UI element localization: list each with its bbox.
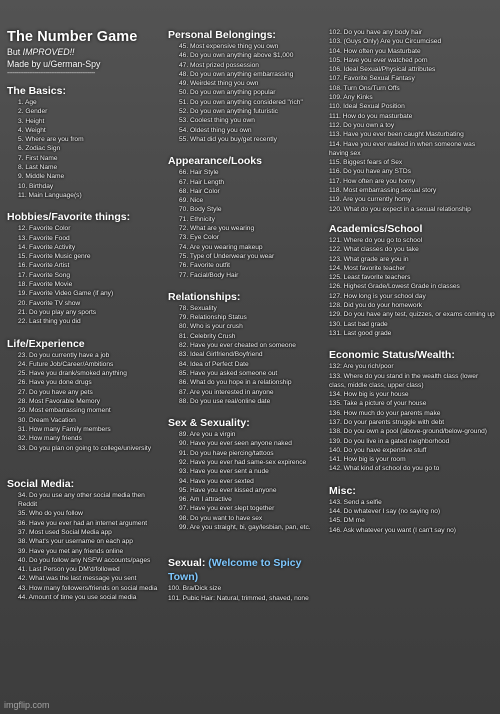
divider: ------------------------------------------------ xyxy=(7,70,95,77)
list-item: 2. Gender xyxy=(18,108,48,116)
list-item: 112. Do you own a toy xyxy=(329,121,395,129)
list-item: 22. Last thing you did xyxy=(18,318,81,326)
list-item: 91. Do you have piercing/tattoos xyxy=(179,449,274,457)
spicy-town-highlight: (Welcome to Spicy Town) xyxy=(168,557,302,584)
list-item: 137. Do your parents struggle with debt xyxy=(329,418,445,426)
list-item: 97. Have you ever slept together xyxy=(179,505,275,513)
list-item: 43. How many followers/friends on social media xyxy=(18,584,158,592)
list-item: 14. Favorite Activity xyxy=(18,243,76,251)
list-item: 9. Middle Name xyxy=(18,173,65,181)
list-item: 67. Hair Length xyxy=(179,178,225,186)
list-item: 81. Celebrity Crush xyxy=(179,332,236,340)
list-item: 19. Favorite Video Game (if any) xyxy=(18,290,114,298)
section-title-academics: Academics/School xyxy=(329,222,423,235)
list-item: 53. Coolest thing you own xyxy=(179,117,255,125)
list-basics xyxy=(7,98,165,200)
list-item: 126. Highest Grade/Lowest Grade in classes xyxy=(329,283,460,291)
section-title-sexual: Sexual: (Welcome to Spicy Town) xyxy=(168,557,302,584)
list-item: 26. Have you done drugs xyxy=(18,379,92,387)
list-item: 80. Who is your crush xyxy=(179,323,243,331)
section-title-social: Social Media: xyxy=(7,477,75,490)
list-hobbies xyxy=(7,224,165,326)
list-item: 76. Favorite outfit xyxy=(179,262,230,270)
list-item: 16. Favorite Artist xyxy=(18,262,70,270)
column-1 xyxy=(7,28,165,602)
section-title-hobbies: Hobbies/Favorite things: xyxy=(7,211,131,224)
list-item: 96. Am I attractive xyxy=(179,496,232,504)
list-item: 48. Do you own anything embarrassing xyxy=(179,70,294,78)
list-item: 23. Do you currently have a job xyxy=(18,351,110,359)
list-item: 27. Do you have any pets xyxy=(18,388,93,396)
list-item: 40. Do you follow any NSFW accounts/pages xyxy=(18,556,151,564)
list-item: 139. Do you live in a gated neighborhood xyxy=(329,437,450,445)
list-item: 21. Do you play any sports xyxy=(18,308,97,316)
list-item: 45. Most expensive thing you own xyxy=(179,43,279,50)
list-item: 20. Favorite TV show xyxy=(18,299,81,307)
list-item: 49. Weirdest thing you own xyxy=(179,80,259,88)
list-item: 44. Amount of time you use social media xyxy=(18,594,137,602)
list-item: 123. What grade are you in xyxy=(329,255,409,263)
list-item: 101. Pubic Hair: Natural, trimmed, shaved, none xyxy=(168,594,309,602)
list-item: 129. Do you have any test, quizzes, or exams coming up xyxy=(329,311,495,319)
list-sexual xyxy=(168,584,326,603)
list-item: 25. Have you drank/smoked anything xyxy=(18,370,127,378)
list-economic xyxy=(329,362,495,474)
list-item: 11. Main Language(s) xyxy=(18,191,82,199)
list-item: 130. Last bad grade xyxy=(329,320,388,328)
list-item: 117. How often are you horny xyxy=(329,177,416,185)
list-item: 46. Do you own anything above $1,000 xyxy=(179,52,294,60)
list-item: 108. Turn Ons/Turn Offs xyxy=(329,84,400,92)
section-title-basics: The Basics: xyxy=(7,85,66,97)
list-item: 29. Most embarrassing moment xyxy=(18,407,111,415)
list-item: 32. How many friends xyxy=(18,435,82,443)
list-item: 6. Zodiac Sign xyxy=(18,145,61,153)
list-item: 68. Hair Color xyxy=(179,187,220,195)
section-title-economic: Economic Status/Wealth: xyxy=(329,349,455,362)
list-item: 88. Do you use real/online date xyxy=(179,397,271,405)
list-item: 4. Weight xyxy=(18,126,46,134)
list-item: 77. Facial/Body Hair xyxy=(179,271,239,279)
list-item: 113. Have you ever been caught Masturbating xyxy=(329,131,464,139)
page-title: The Number Game xyxy=(7,29,138,45)
list-item: 143. Send a selfie xyxy=(329,498,382,506)
list-item: 127. How long is your school day xyxy=(329,292,426,300)
list-item: 125. Least favorite teachers xyxy=(329,274,411,282)
list-item: 3. Height xyxy=(18,117,45,125)
list-item: 104. How often you Masturbate xyxy=(329,47,421,55)
list-item: 15. Favorite Music genre xyxy=(18,253,91,261)
list-item: 83. Ideal Girlfriend/Boyfriend xyxy=(179,351,263,359)
list-item: 24. Future Job/Career/Ambitions xyxy=(18,360,114,368)
list-item: 135. Take a picture of your house xyxy=(329,400,427,408)
list-item: 18. Favorite Movie xyxy=(18,281,73,289)
list-item: 75. Type of Underwear you wear xyxy=(179,252,275,260)
list-item: 103. (Guys Only) Are you Circumcised xyxy=(329,38,442,46)
list-item: 10. Birthday xyxy=(18,182,54,190)
list-item: 107. Favorite Sexual Fantasy xyxy=(329,75,415,83)
list-item: 74. Are you wearing makeup xyxy=(179,243,263,251)
list-item: 86. What do you hope in a relationship xyxy=(179,379,292,387)
list-item: 35. Who do you follow xyxy=(18,510,83,518)
list-item: 5. Where are you from xyxy=(18,136,84,144)
list-item: 115. Biggest fears of Sex xyxy=(329,159,403,167)
list-item: 93. Have you ever sent a nude xyxy=(179,468,269,476)
list-item: 131. Last good grade xyxy=(329,329,392,337)
list-item: 70. Body Style xyxy=(179,206,222,214)
column-2 xyxy=(168,28,326,603)
list-item: 73. Eye Color xyxy=(179,234,219,242)
list-academics xyxy=(329,236,495,338)
list-item: 105. Have you ever watched porn xyxy=(329,56,428,64)
list-item: 122. What classes do you take xyxy=(329,246,419,254)
list-item: 69. Nice xyxy=(179,197,204,205)
list-item: 110. Ideal Sexual Position xyxy=(329,103,405,111)
column-3 xyxy=(329,28,495,535)
list-item: 98. Do you want to have sex xyxy=(179,514,263,522)
list-item: 109. Any Kinks xyxy=(329,94,373,102)
list-item: 136. How much do your parents make xyxy=(329,409,441,417)
list-item: 84. Idea of Perfect Date xyxy=(179,360,249,368)
subtitle-emphasis: IMPROVED!! xyxy=(22,47,75,57)
list-item: 42. What was the last message you sent xyxy=(18,575,137,583)
list-item: 50. Do you own anything popular xyxy=(179,89,276,97)
list-item: 102. Do you have any body hair xyxy=(329,29,423,36)
list-misc xyxy=(329,498,495,535)
list-item: 38. What's your username on each app xyxy=(18,538,133,546)
list-item: 90. Have you ever seen anyone naked xyxy=(179,440,292,448)
list-relationships xyxy=(168,304,326,406)
list-item: 54. Oldest thing you own xyxy=(179,126,252,134)
list-item: 114. Have you ever walked in when someone was having sex xyxy=(329,140,476,157)
list-item: 95. Have you ever kissed anyone xyxy=(179,486,277,494)
list-belongings xyxy=(168,42,326,144)
list-item: 55. What did you buy/get recently xyxy=(179,135,277,143)
list-sex xyxy=(168,430,326,532)
list-item: 141. How big is your room xyxy=(329,456,406,464)
list-item: 39. Have you met any friends online xyxy=(18,547,124,555)
list-item: 92. Have you ever had same-sex expirence xyxy=(179,458,307,466)
list-item: 30. Dream Vacation xyxy=(18,416,76,424)
list-item: 89. Are you a virgin xyxy=(179,431,236,439)
list-item: 85. Have you asked someone out xyxy=(179,369,278,377)
list-item: 7. First Name xyxy=(18,154,58,162)
list-item: 144. Do whatever I say (no saying no) xyxy=(329,508,441,516)
list-item: 119. Are you currently horny xyxy=(329,196,411,204)
list-item: 33. Do you plan on going to college/university xyxy=(18,444,152,452)
list-item: 128. Did you do your homework xyxy=(329,302,423,310)
list-item: 17. Favorite Song xyxy=(18,271,71,279)
list-item: 145. DM me xyxy=(329,517,365,525)
list-appearance xyxy=(168,168,326,280)
section-title-relationships: Relationships: xyxy=(168,290,241,303)
list-item: 134. How big is your house xyxy=(329,391,409,399)
list-item: 51. Do you own anything considered "rich" xyxy=(179,98,303,106)
list-item: 79. Relationship Status xyxy=(179,314,247,322)
list-item: 12. Favorite Color xyxy=(18,225,71,233)
list-item: 37. Most used Social Media app xyxy=(18,528,112,536)
section-title-misc: Misc: xyxy=(329,484,356,497)
list-item: 118. Most embarrassing sexual story xyxy=(329,187,437,195)
list-item: 72. What are you wearing xyxy=(179,225,255,233)
list-social xyxy=(7,491,165,603)
list-item: 99. Are you straight, bi, gay/lesbian, pan, etc. xyxy=(179,524,311,532)
list-item: 47. Most prized possession xyxy=(179,61,259,69)
list-item: 140. Do you have expensive stuff xyxy=(329,446,427,454)
list-item: 34. Do you use any other social media then Reddit xyxy=(18,491,145,509)
list-item: 52. Do you own anything futuristic xyxy=(179,108,278,116)
list-item: 124. Most favorite teacher xyxy=(329,264,406,272)
list-item: 111. How do you masturbate xyxy=(329,112,413,120)
list-item: 116. Do you have any STDs xyxy=(329,168,411,176)
list-sexual-continued xyxy=(329,28,495,214)
section-title-appearance: Appearance/Looks xyxy=(168,155,262,168)
list-item: 120. What do you expect in a sexual relationship xyxy=(329,205,471,213)
list-item: 41. Last Person you DM'd/followed xyxy=(18,566,120,574)
watermark: imgflip.com xyxy=(4,700,50,710)
list-item: 31. How many Family members xyxy=(18,425,111,433)
list-item: 82. Have you ever cheated on someone xyxy=(179,342,296,350)
list-item: 100. Bra/Dick size xyxy=(168,585,222,593)
list-item: 36. Have you ever had an internet argument xyxy=(18,519,148,527)
section-title-life: Life/Experience xyxy=(7,337,85,350)
author-credit: Made by u/German-Spy xyxy=(7,59,101,69)
subtitle: But IMPROVED!! xyxy=(7,47,75,57)
list-item: 87. Are you interested in anyone xyxy=(179,388,274,396)
list-item: 13. Favorite Food xyxy=(18,234,70,242)
list-item: 94. Have you ever sexted xyxy=(179,477,254,485)
list-item: 146. Ask whatever you want (I can't say no) xyxy=(329,526,456,534)
list-item: 71. Ethnicity xyxy=(179,215,215,223)
list-item: 106. Ideal Sexual/Physical attributes xyxy=(329,66,436,74)
list-item: 121. Where do you go to school xyxy=(329,236,423,244)
list-item: 132: Are you rich/poor xyxy=(329,363,394,371)
list-item: 142. What kind of school do you go to xyxy=(329,465,440,473)
list-item: 66. Hair Style xyxy=(179,169,219,177)
list-item: 28. Most Favorable Memory xyxy=(18,398,101,406)
list-item: 78. Sexuality xyxy=(179,304,217,312)
list-life xyxy=(7,351,165,453)
section-title-sex: Sex & Sexuality: xyxy=(168,417,250,430)
section-title-belongings: Personal Belongings: xyxy=(168,29,276,41)
list-item: 133. Where do you stand in the wealth class (lower class, middle class, upper class) xyxy=(329,372,479,389)
list-item: 138. Do you own a pool (above-ground/below-ground) xyxy=(329,428,487,436)
list-item: 8. Last Name xyxy=(18,164,58,172)
list-item: 1. Age xyxy=(18,99,37,106)
